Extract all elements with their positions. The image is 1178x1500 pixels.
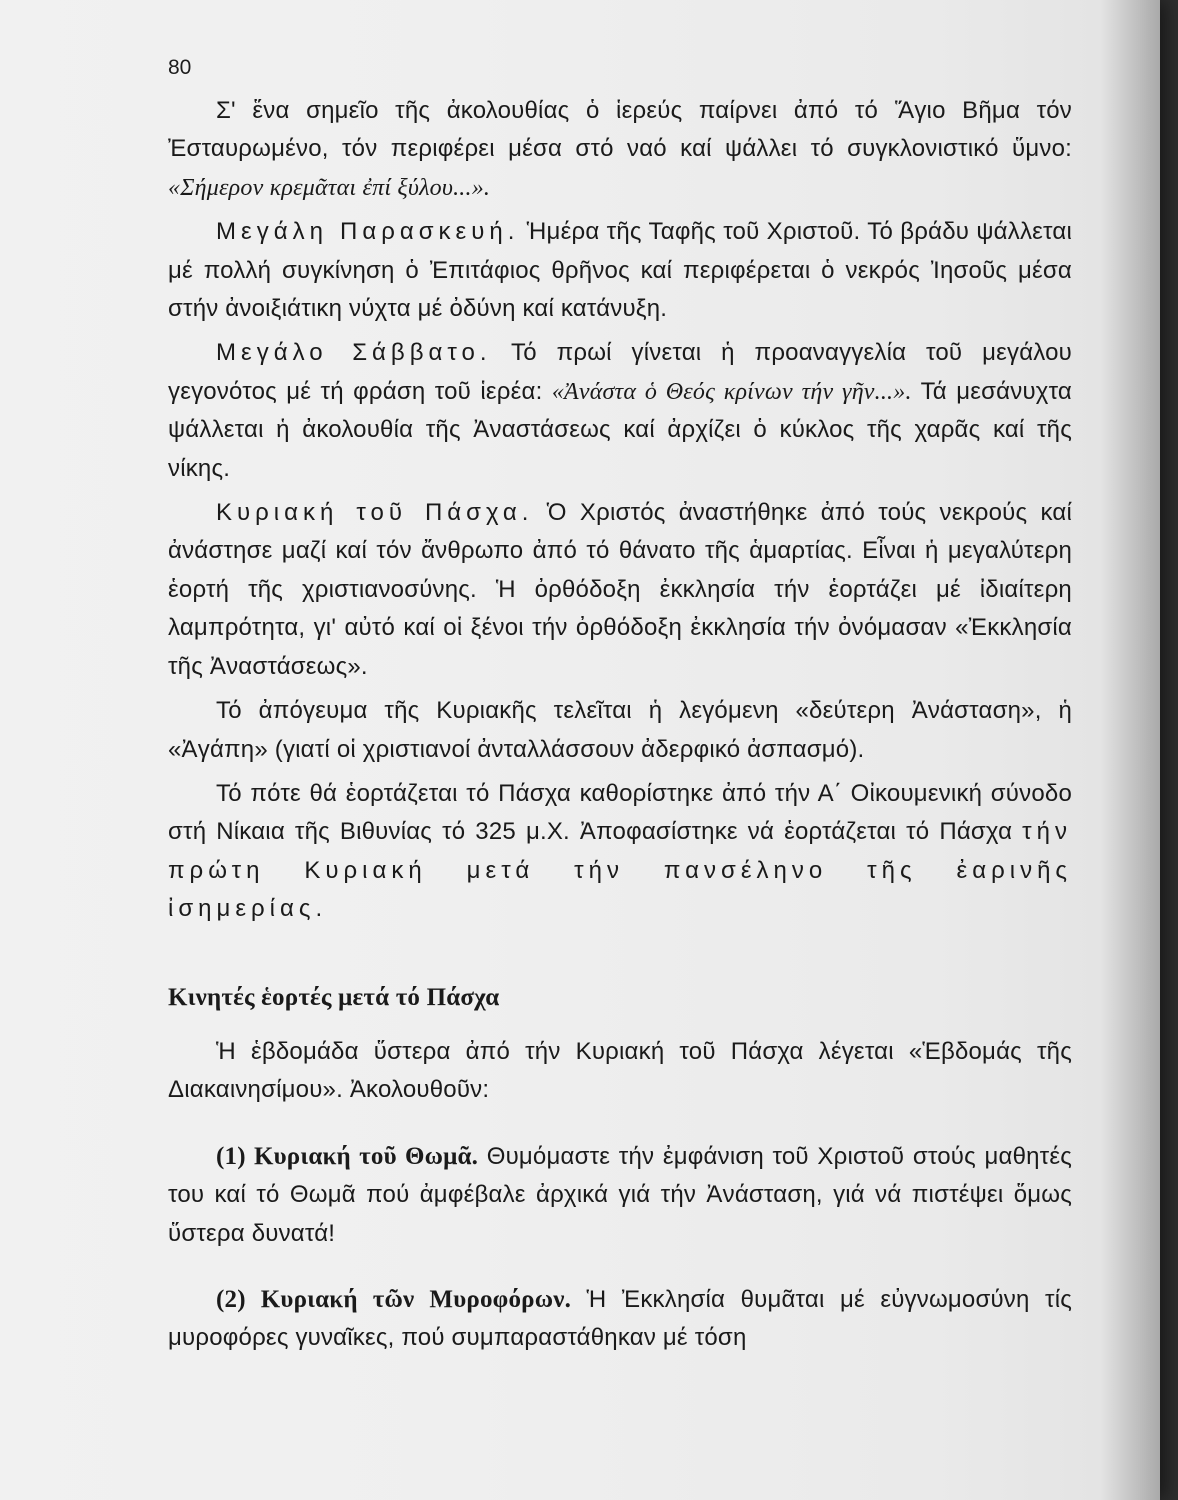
- easter-sunday-text: Ὁ Χριστός ἀναστήθηκε ἀπό τούς νεκρούς καί ἀνάστησε μαζί καί τόν ἄνθρωπο ἀπό τό θάνατο τῆς ἁμαρτίας. Εἶναι ἡ μεγαλύτερη ἑορτή τῆς χριστιανοσύνης. Ἡ ὀρθόδοξη ἐκκλησία τήν ἑορτάζει μέ ἰδιαίτερη λαμπρότητα, γι' αὐτό καί οἱ ξένοι τήν ὀρθόδοξη ἐκκλησία τήν ὀνόμασαν «Ἐκκλησία τῆς Ἀναστάσεως».: [168, 499, 1072, 680]
- paragraph-easter-date: [168, 775, 1072, 929]
- list-item-text: Θυμόμαστε τήν ἐμφάνιση τοῦ Χριστοῦ στούς μαθητές του καί τό Θωμᾶ πού ἀμφέβαλε ἀρχικά γιά τήν Ἀνάσταση, γιά νά πιστέψει ὅμως ὕστερα δυνατά!: [168, 1142, 1073, 1247]
- page-number: 80: [168, 56, 192, 79]
- paragraph-agape: [168, 692, 1072, 769]
- agape-text: Τό ἀπόγευμα τῆς Κυριακῆς τελεῖται ἡ λεγόμενη «δεύτερη Ἀνάσταση», ἡ «Ἀγάπη» (γιατί οἱ χριστιανοί ἀνταλλάσσουν ἀδερφικό ἀσπασμό).: [168, 697, 1072, 763]
- list-item-label: (2) Κυριακή τῶν Μυροφόρων.: [216, 1285, 572, 1313]
- paragraph-good-friday: [168, 213, 1072, 328]
- paragraph-holy-saturday: [168, 334, 1072, 488]
- list-item-text: Ἡ Ἐκκλησία θυμᾶται μέ εὐγνωμοσύνη τίς μυροφόρες γυναῖκες, πού συμπαραστάθηκαν μέ τόση: [168, 1285, 1072, 1352]
- paragraph-1: [168, 92, 1072, 207]
- good-friday-text: Ἡμέρα τῆς Ταφῆς τοῦ Χριστοῦ. Τό βράδυ ψάλλεται μέ πολλή συγκίνηση ὁ Ἐπιτάφιος θρῆνος καί περιφέρεται ὁ νεκρός Ἰησοῦς μέσα στήν ἀνοιξιάτικη νύχτα μέ ὀδύνη καί κατάνυξη.: [168, 218, 1073, 323]
- section-heading: Κινητές ἑορτές μετά τό Πάσχα: [168, 983, 500, 1011]
- list-item: [168, 1138, 1072, 1253]
- paragraph-1-text: Σ' ἕνα σημεῖο τῆς ἀκολουθίας ὁ ἱερεύς παίρνει ἀπό τό Ἅγιο Βῆμα τόν Ἐσταυρωμένο, τόν περιφέρει μέσα στό ναό καί ψάλλει τό συγκλονιστικό ὕμνο:: [168, 97, 1072, 163]
- easter-date-text: Τό πότε θά ἑορτάζεται τό Πάσχα καθορίστηκε ἀπό τήν Α΄ Οἰκουμενική σύνοδο στή Νίκαια τῆς Βιθυνίας τό 325 μ.Χ. Ἀποφασίστηκε νά ἑορτάζεται τό Πάσχα: [168, 779, 1072, 846]
- list-item: [168, 1281, 1072, 1358]
- holy-saturday-heading: Μεγάλο Σάββατο.: [216, 339, 492, 367]
- holy-saturday-quote: «Ἀνάστα ὁ Θεός κρίνων τήν γῆν...».: [551, 378, 912, 405]
- easter-date-emphasis: τήν πρώτη Κυριακή μετά τήν πανσέληνο τῆς ἐαρινῆς ἰσημερίας.: [168, 818, 1072, 923]
- hymn-quote: «Σήμερον κρεμᾶται ἐπί ξύλου...».: [168, 174, 491, 201]
- section-intro: Ἡ ἑβδομάδα ὕστερα ἀπό τήν Κυριακή τοῦ Πάσχα λέγεται «Ἑβδομάς τῆς Διακαινησίμου». Ἀκολουθοῦν:: [168, 1037, 1072, 1104]
- holy-saturday-text-before: Τό πρωί γίνεται ἡ προαναγγελία τοῦ μεγάλου γεγονότος μέ τή φράση τοῦ ἱερέα:: [168, 339, 1073, 405]
- list-item-label: (1) Κυριακή τοῦ Θωμᾶ.: [216, 1142, 479, 1170]
- holy-saturday-text-after: Τά μεσάνυχτα ψάλλεται ἡ ἀκολουθία τῆς Ἀναστάσεως καί ἀρχίζει ὁ κύκλος τῆς χαρᾶς καί τῆς νίκης.: [168, 377, 1072, 482]
- good-friday-heading: Μεγάλη Παρασκευή.: [216, 218, 520, 246]
- easter-sunday-heading: Κυριακή τοῦ Πάσχα.: [216, 499, 534, 527]
- paragraph-easter-sunday: [168, 494, 1072, 686]
- page-edge-shadow: [1100, 0, 1160, 1500]
- page-body: [168, 92, 1072, 1358]
